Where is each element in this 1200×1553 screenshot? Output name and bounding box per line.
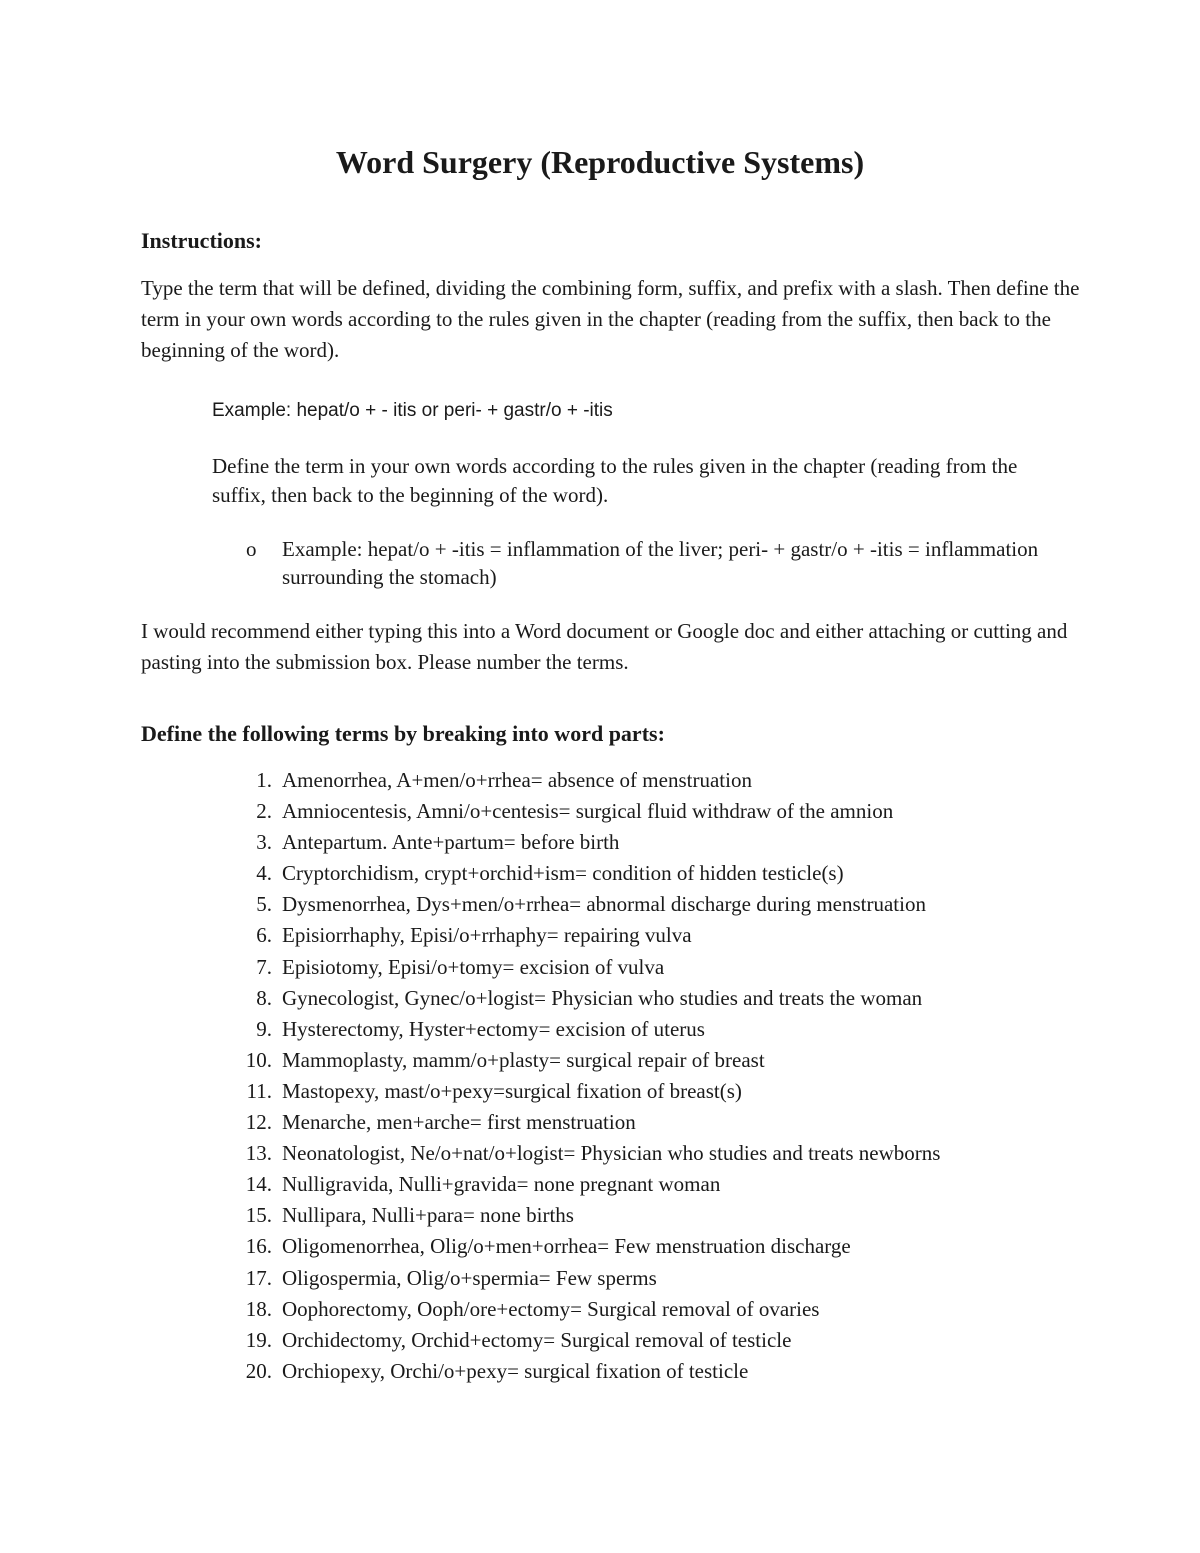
term-text: Amenorrhea, A+men/o+rrhea= absence of menstruation [282,768,752,792]
list-number: 19. [245,1327,272,1352]
term-text: Oligospermia, Olig/o+spermia= Few sperms [282,1265,657,1290]
list-item [230,1107,1110,1138]
list-number: 12. [245,1110,272,1135]
term-text: Episiotomy, Episi/o+tomy= excision of vulva [282,954,665,979]
term-text: Amniocentesis, Amni/o+centesis= surgical fluid withdraw of the amnion [282,799,894,824]
list-item [230,1014,1110,1045]
term-text: Mastopexy, mast/o+pexy=surgical fixation of breast(s) [282,1078,742,1103]
list-item [230,1263,1110,1294]
bullet-marker: o [246,537,257,561]
list-number: 16. [245,1234,272,1259]
list-number: 5. [256,892,272,917]
list-number: 9. [256,1016,272,1041]
list-item [230,983,1110,1014]
list-item [230,827,1110,858]
term-text: Nulligravida, Nulli+gravida= none pregnant woman [282,1172,721,1197]
list-item [230,765,1110,796]
term-text: Dysmenorrhea, Dys+men/o+rrhea= abnormal discharge during menstruation [282,892,926,917]
list-number: 14. [245,1172,272,1197]
list-number: 11. [246,1078,272,1103]
list-item [230,1200,1110,1231]
term-text: Episiorrhaphy, Episi/o+rrhaphy= repairing vulva [282,923,692,948]
recommend-paragraph: I would recommend either typing this into a Word document or Google doc and either attaching or cutting and pasting into the submission box. Please number the terms. [141,619,1068,674]
term-text: Menarche, men+arche= first menstruation [282,1110,636,1135]
term-text: Cryptorchidism, crypt+orchid+ism= condition of hidden testicle(s) [282,861,844,886]
list-number: 3. [256,830,272,855]
list-number: 20. [245,1358,272,1383]
list-number: 2. [256,799,272,824]
instructions-paragraph: Type the term that will be defined, dividing the combining form, suffix, and prefix with a slash. Then define the term in your own words according to the rules given in the chapter (reading from the suffix, then back to the beginning of the word). [141,276,1080,362]
list-item [230,1045,1110,1076]
term-text: Oligomenorrhea, Olig/o+men+orrhea= Few menstruation discharge [282,1234,851,1259]
list-item [230,952,1110,983]
term-text: Gynecologist, Gynec/o+logist= Physician who studies and treats the woman [282,985,923,1010]
list-number: 4. [256,861,272,886]
list-number: 18. [245,1296,272,1321]
list-number: 7. [256,954,272,979]
list-number: 1. [256,768,272,792]
list-item [230,796,1110,827]
term-text: Hysterectomy, Hyster+ectomy= excision of uterus [282,1016,705,1041]
list-item [230,1294,1110,1325]
list-item [230,858,1110,889]
list-item [230,920,1110,951]
list-number: 13. [245,1141,272,1166]
page-title: Word Surgery (Reproductive Systems) [335,144,865,180]
term-text: Oophorectomy, Ooph/ore+ectomy= Surgical removal of ovaries [282,1296,820,1321]
list-item [230,889,1110,920]
term-text: Nullipara, Nulli+para= none births [282,1203,574,1228]
list-item [230,1076,1110,1107]
example-line: Example: hepat/o + - itis or peri- + gastr/o + -itis [212,400,613,421]
list-item [230,1169,1110,1200]
term-text: Orchiopexy, Orchi/o+pexy= surgical fixation of testicle [282,1358,749,1383]
list-number: 6. [256,923,272,948]
list-number: 15. [245,1203,272,1228]
define-paragraph: Define the term in your own words according to the rules given in the chapter (reading from the suffix, then back to the beginning of the word). [212,454,1018,507]
term-text: Orchidectomy, Orchid+ectomy= Surgical removal of testicle [282,1327,792,1352]
terms-heading: Define the following terms by breaking into word parts: [141,721,665,746]
term-text: Antepartum. Ante+partum= before birth [282,830,620,855]
list-number: 10. [245,1047,272,1072]
bullet-example-text: Example: hepat/o + -itis = inflammation of the liver; peri- + gastr/o + -itis = inflammation surrounding the stomach) [282,537,1039,589]
term-text: Mammoplasty, mamm/o+plasty= surgical repair of breast [282,1047,765,1072]
list-item [230,1138,1110,1169]
terms-list [230,765,1110,1387]
list-item [230,1231,1110,1262]
list-item [230,1325,1110,1356]
list-number: 17. [245,1265,272,1290]
list-item [230,1356,1110,1387]
term-text: Neonatologist, Ne/o+nat/o+logist= Physician who studies and treats newborns [282,1141,941,1166]
instructions-heading: Instructions: [141,228,263,253]
list-number: 8. [256,985,272,1010]
